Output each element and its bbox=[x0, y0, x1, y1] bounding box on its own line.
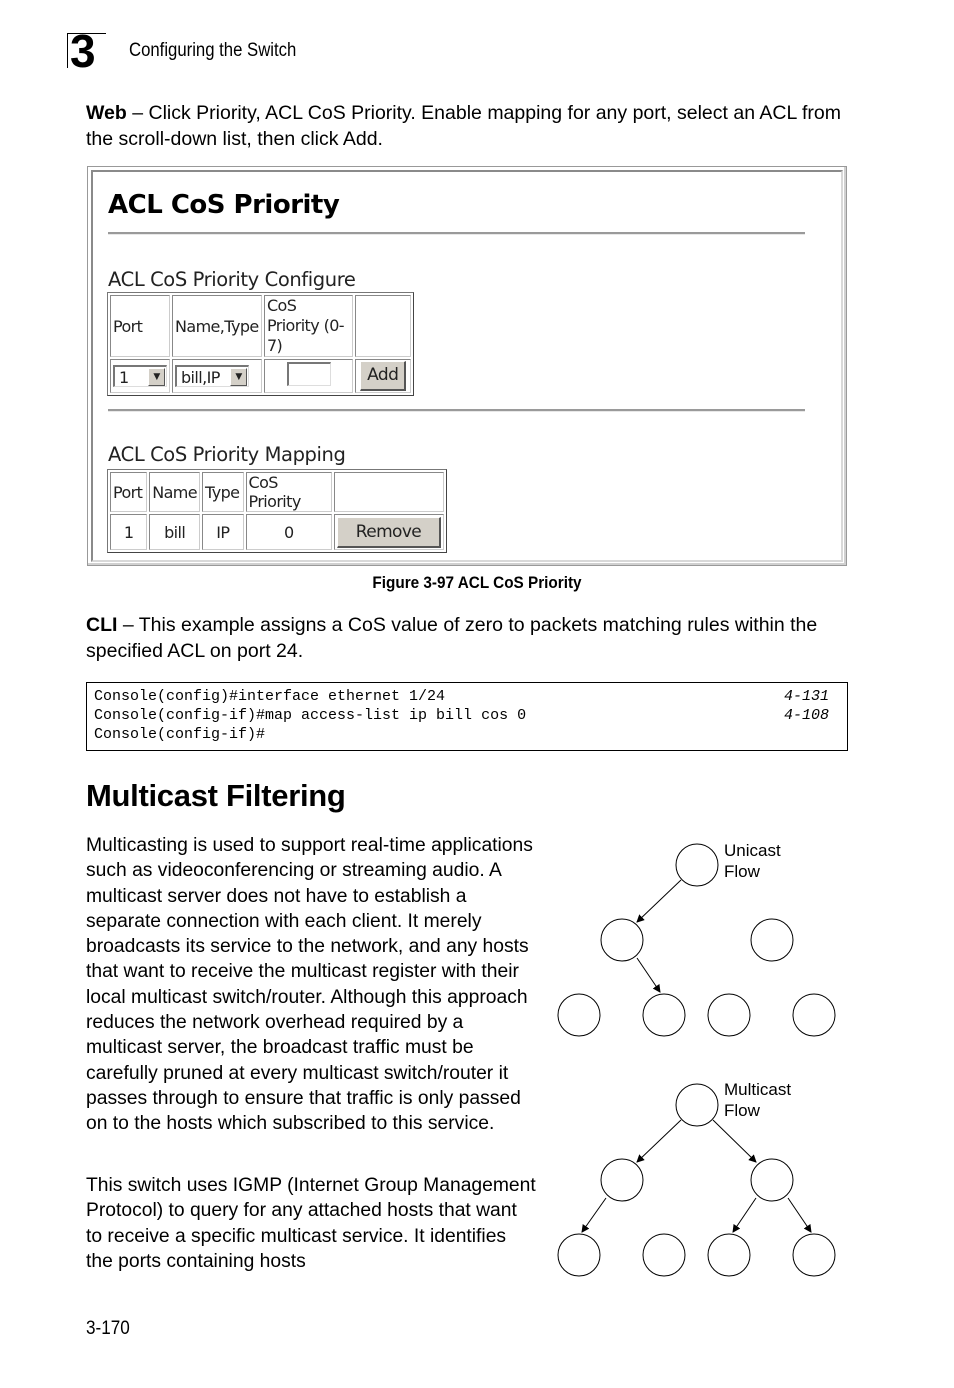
mapping-name-value: bill bbox=[149, 514, 200, 550]
multicast-label-2: Flow bbox=[724, 1101, 760, 1120]
node-circle bbox=[708, 1234, 750, 1276]
flow-arrow bbox=[637, 958, 660, 992]
code-reference: 4-131 bbox=[783, 688, 829, 705]
web-paragraph bbox=[86, 101, 846, 152]
configure-heading: ACL CoS Priority Configure bbox=[108, 268, 356, 291]
node-circle bbox=[708, 994, 750, 1036]
configure-col-empty bbox=[355, 295, 411, 357]
mapping-col-port: Port bbox=[110, 472, 147, 512]
configure-col-cos: CoS Priority (0-7) bbox=[264, 295, 354, 357]
chapter-number: 3 bbox=[70, 25, 95, 77]
code-reference: 4-108 bbox=[783, 707, 829, 724]
figure-page-title: ACL CoS Priority bbox=[108, 190, 340, 220]
remove-button[interactable]: Remove bbox=[337, 517, 441, 548]
port-select-value: 1 bbox=[119, 368, 129, 387]
multicast-label-1: Multicast bbox=[724, 1080, 792, 1099]
port-select[interactable] bbox=[113, 365, 167, 387]
unicast-label-1: Unicast bbox=[724, 841, 781, 860]
multicast-paragraph-1: Multicasting is used to support real-time applications such as videoconferencing or streaming audio. A multicast server does not have to establish a separate connection with each client. It merely broadcasts its service to the network, and any hosts that want to receive the multicast register with their local multicast switch/router. Although this approach reduces the network overhead required by a multicast server, the broadcast traffic must be carefully pruned at every multicast switch/router it passes through to ensure that traffic is only passed on to the hosts which subscribed to this service. bbox=[86, 835, 533, 1135]
flow-arrow bbox=[788, 1198, 811, 1232]
page-number: 3-170 bbox=[86, 1318, 130, 1339]
flow-arrow bbox=[637, 1120, 681, 1162]
configure-add-cell bbox=[355, 359, 411, 393]
dropdown-arrow-icon[interactable]: ▼ bbox=[148, 368, 165, 386]
mapping-action-cell bbox=[334, 514, 444, 550]
cli-text: – This example assigns a CoS value of zero to packets matching rules within the specified ACL on port 24. bbox=[86, 614, 818, 662]
configure-port-cell bbox=[110, 359, 170, 393]
configure-col-port: Port bbox=[110, 295, 170, 357]
acl-select-value: bill,IP bbox=[181, 368, 220, 387]
web-text: – Click Priority, ACL CoS Priority. Enable mapping for any port, select an ACL from the scroll-down list, then click Add. bbox=[86, 102, 842, 150]
node-circle bbox=[643, 994, 685, 1036]
dropdown-arrow-icon[interactable]: ▼ bbox=[230, 368, 247, 386]
figure-caption: Figure 3-97 ACL CoS Priority bbox=[372, 573, 582, 592]
mapping-heading: ACL CoS Priority Mapping bbox=[108, 443, 346, 466]
node-circle bbox=[601, 919, 643, 961]
mapping-col-name: Name bbox=[149, 472, 200, 512]
unicast-label-2: Flow bbox=[724, 862, 760, 881]
table-row bbox=[110, 514, 444, 550]
cli-paragraph bbox=[86, 613, 846, 664]
unicast-tree bbox=[558, 844, 835, 1036]
unicast-arrows bbox=[637, 880, 681, 992]
configure-col-name-type: Name,Type bbox=[172, 295, 262, 357]
mapping-col-cos: CoS Priority bbox=[246, 472, 332, 512]
configure-acl-cell bbox=[172, 359, 262, 393]
flow-arrow bbox=[582, 1198, 606, 1232]
code-line: Console(config)#interface ethernet 1/24 bbox=[94, 688, 446, 705]
configure-table bbox=[107, 292, 414, 396]
node-circle bbox=[558, 994, 600, 1036]
mapping-port-value: 1 bbox=[110, 514, 147, 550]
node-circle bbox=[676, 1084, 718, 1126]
multicast-tree bbox=[558, 1084, 835, 1276]
flow-arrow bbox=[733, 1198, 756, 1232]
flow-arrow bbox=[713, 1120, 756, 1162]
mapping-col-action bbox=[334, 472, 444, 512]
running-head: Configuring the Switch bbox=[129, 40, 297, 61]
code-line: Console(config-if)#map access-list ip bill cos 0 bbox=[94, 707, 527, 724]
configure-cos-cell bbox=[264, 359, 354, 393]
node-circle bbox=[793, 1234, 835, 1276]
node-circle bbox=[601, 1159, 643, 1201]
acl-select[interactable] bbox=[175, 365, 249, 387]
cli-lead: CLI bbox=[86, 614, 118, 636]
mapping-type-value: IP bbox=[202, 514, 244, 550]
node-circle bbox=[751, 919, 793, 961]
node-circle bbox=[676, 844, 718, 886]
mapping-cos-value: 0 bbox=[246, 514, 332, 550]
multicast-diagram bbox=[540, 830, 860, 1290]
cli-code-block bbox=[86, 682, 848, 751]
node-circle bbox=[643, 1234, 685, 1276]
node-circle bbox=[751, 1159, 793, 1201]
node-circle bbox=[558, 1234, 600, 1276]
add-button[interactable]: Add bbox=[360, 361, 406, 391]
code-line: Console(config-if)# bbox=[94, 726, 266, 743]
mapping-col-type: Type bbox=[202, 472, 244, 512]
cos-priority-input[interactable] bbox=[287, 362, 331, 386]
flow-arrow bbox=[637, 880, 681, 922]
mapping-table bbox=[107, 469, 447, 553]
section-divider bbox=[108, 409, 805, 412]
title-divider bbox=[108, 232, 805, 235]
web-lead: Web bbox=[86, 102, 127, 124]
multicast-paragraph-2: This switch uses IGMP (Internet Group Management Protocol) to query for any attached hosts that want to receive a specific multicast service. It identifies the ports containing hosts bbox=[86, 1175, 536, 1272]
section-title: Multicast Filtering bbox=[86, 778, 346, 813]
node-circle bbox=[793, 994, 835, 1036]
